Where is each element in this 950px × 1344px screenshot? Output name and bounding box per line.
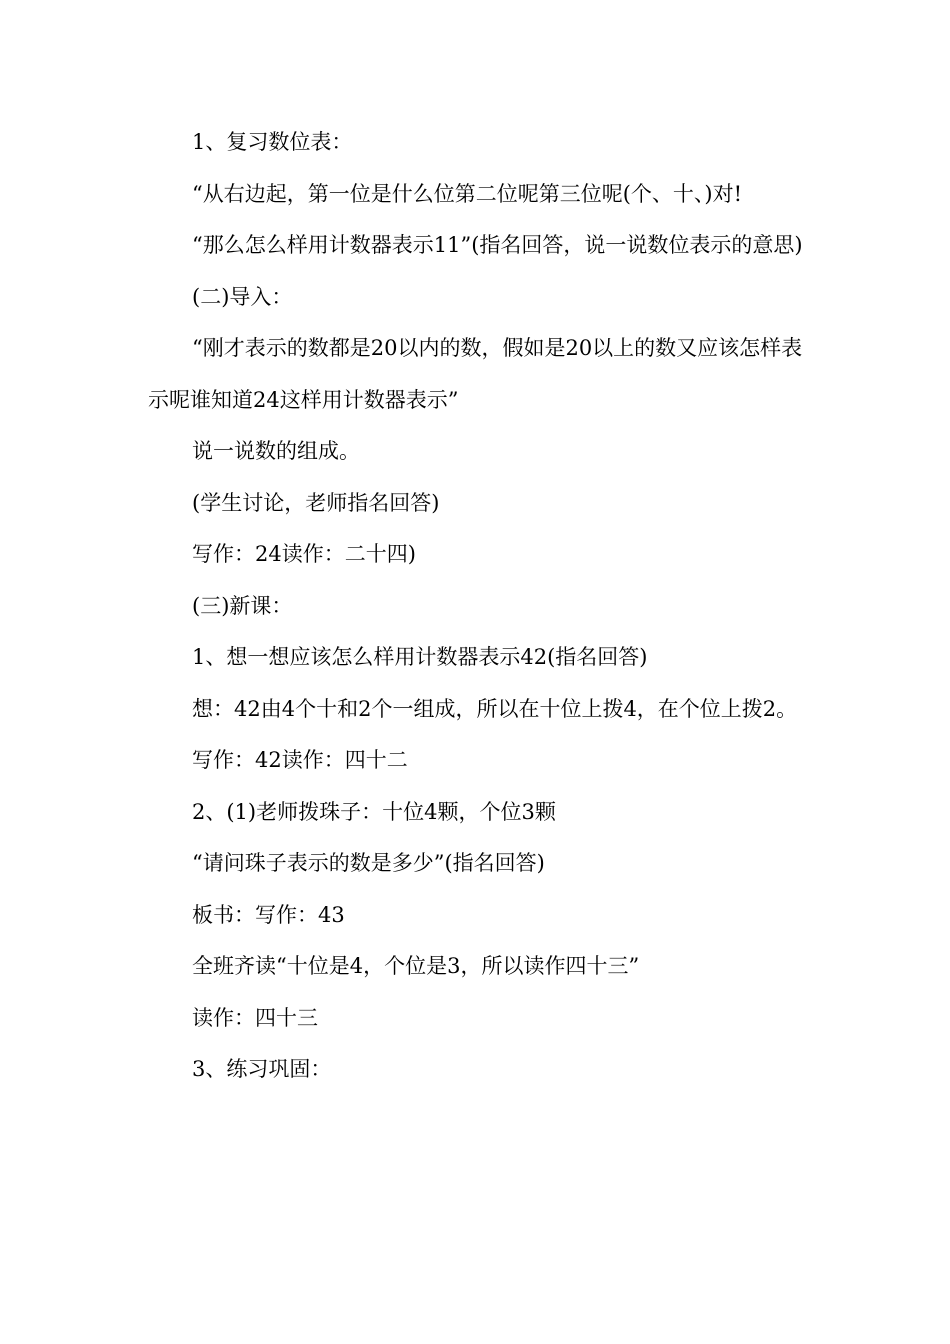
paragraph-intro-heading: (二)导入： <box>192 284 293 309</box>
paragraph-explain-42: 想：42由4个十和2个一组成，所以在十位上拨4，在个位上拨2。 <box>192 696 798 721</box>
paragraph-counter-question: “那么怎么样用计数器表示11”(指名回答，说一说数位表示的意思) <box>192 233 803 257</box>
document-body <box>148 117 808 1096</box>
paragraph-think-42: 1、想一想应该怎么样用计数器表示42(指名回答) <box>192 645 648 669</box>
paragraph-composition: 说一说数的组成。 <box>192 439 360 463</box>
paragraph-class-read: 全班齐读“十位是4，个位是3，所以读作四十三” <box>192 954 640 978</box>
paragraph-write-24: 写作：24读作：二十四) <box>192 542 416 566</box>
paragraph-read-43: 读作：四十三 <box>192 1005 318 1030</box>
paragraph-write-42: 写作：42读作：四十二 <box>192 748 408 772</box>
paragraph-beads: 2、(1)老师拨珠子：十位4颗，个位3颗 <box>192 799 556 824</box>
paragraph-intro-question: “刚才表示的数都是20以内的数，假如是20以上的数又应该怎样表示呢谁知道24这样用计数器表示” <box>148 336 803 412</box>
paragraph-review-heading: 1、复习数位表： <box>192 130 353 154</box>
paragraph-new-lesson-heading: (三)新课： <box>192 593 293 618</box>
paragraph-board-43: 板书：写作：43 <box>192 902 345 927</box>
paragraph-discussion: (学生讨论，老师指名回答) <box>192 490 440 515</box>
paragraph-beads-question: “请问珠子表示的数是多少”(指名回答) <box>192 851 545 875</box>
paragraph-place-question: “从右边起，第一位是什么位第二位呢第三位呢(个、十、)对! <box>192 181 743 206</box>
paragraph-practice-heading: 3、练习巩固： <box>192 1057 332 1081</box>
